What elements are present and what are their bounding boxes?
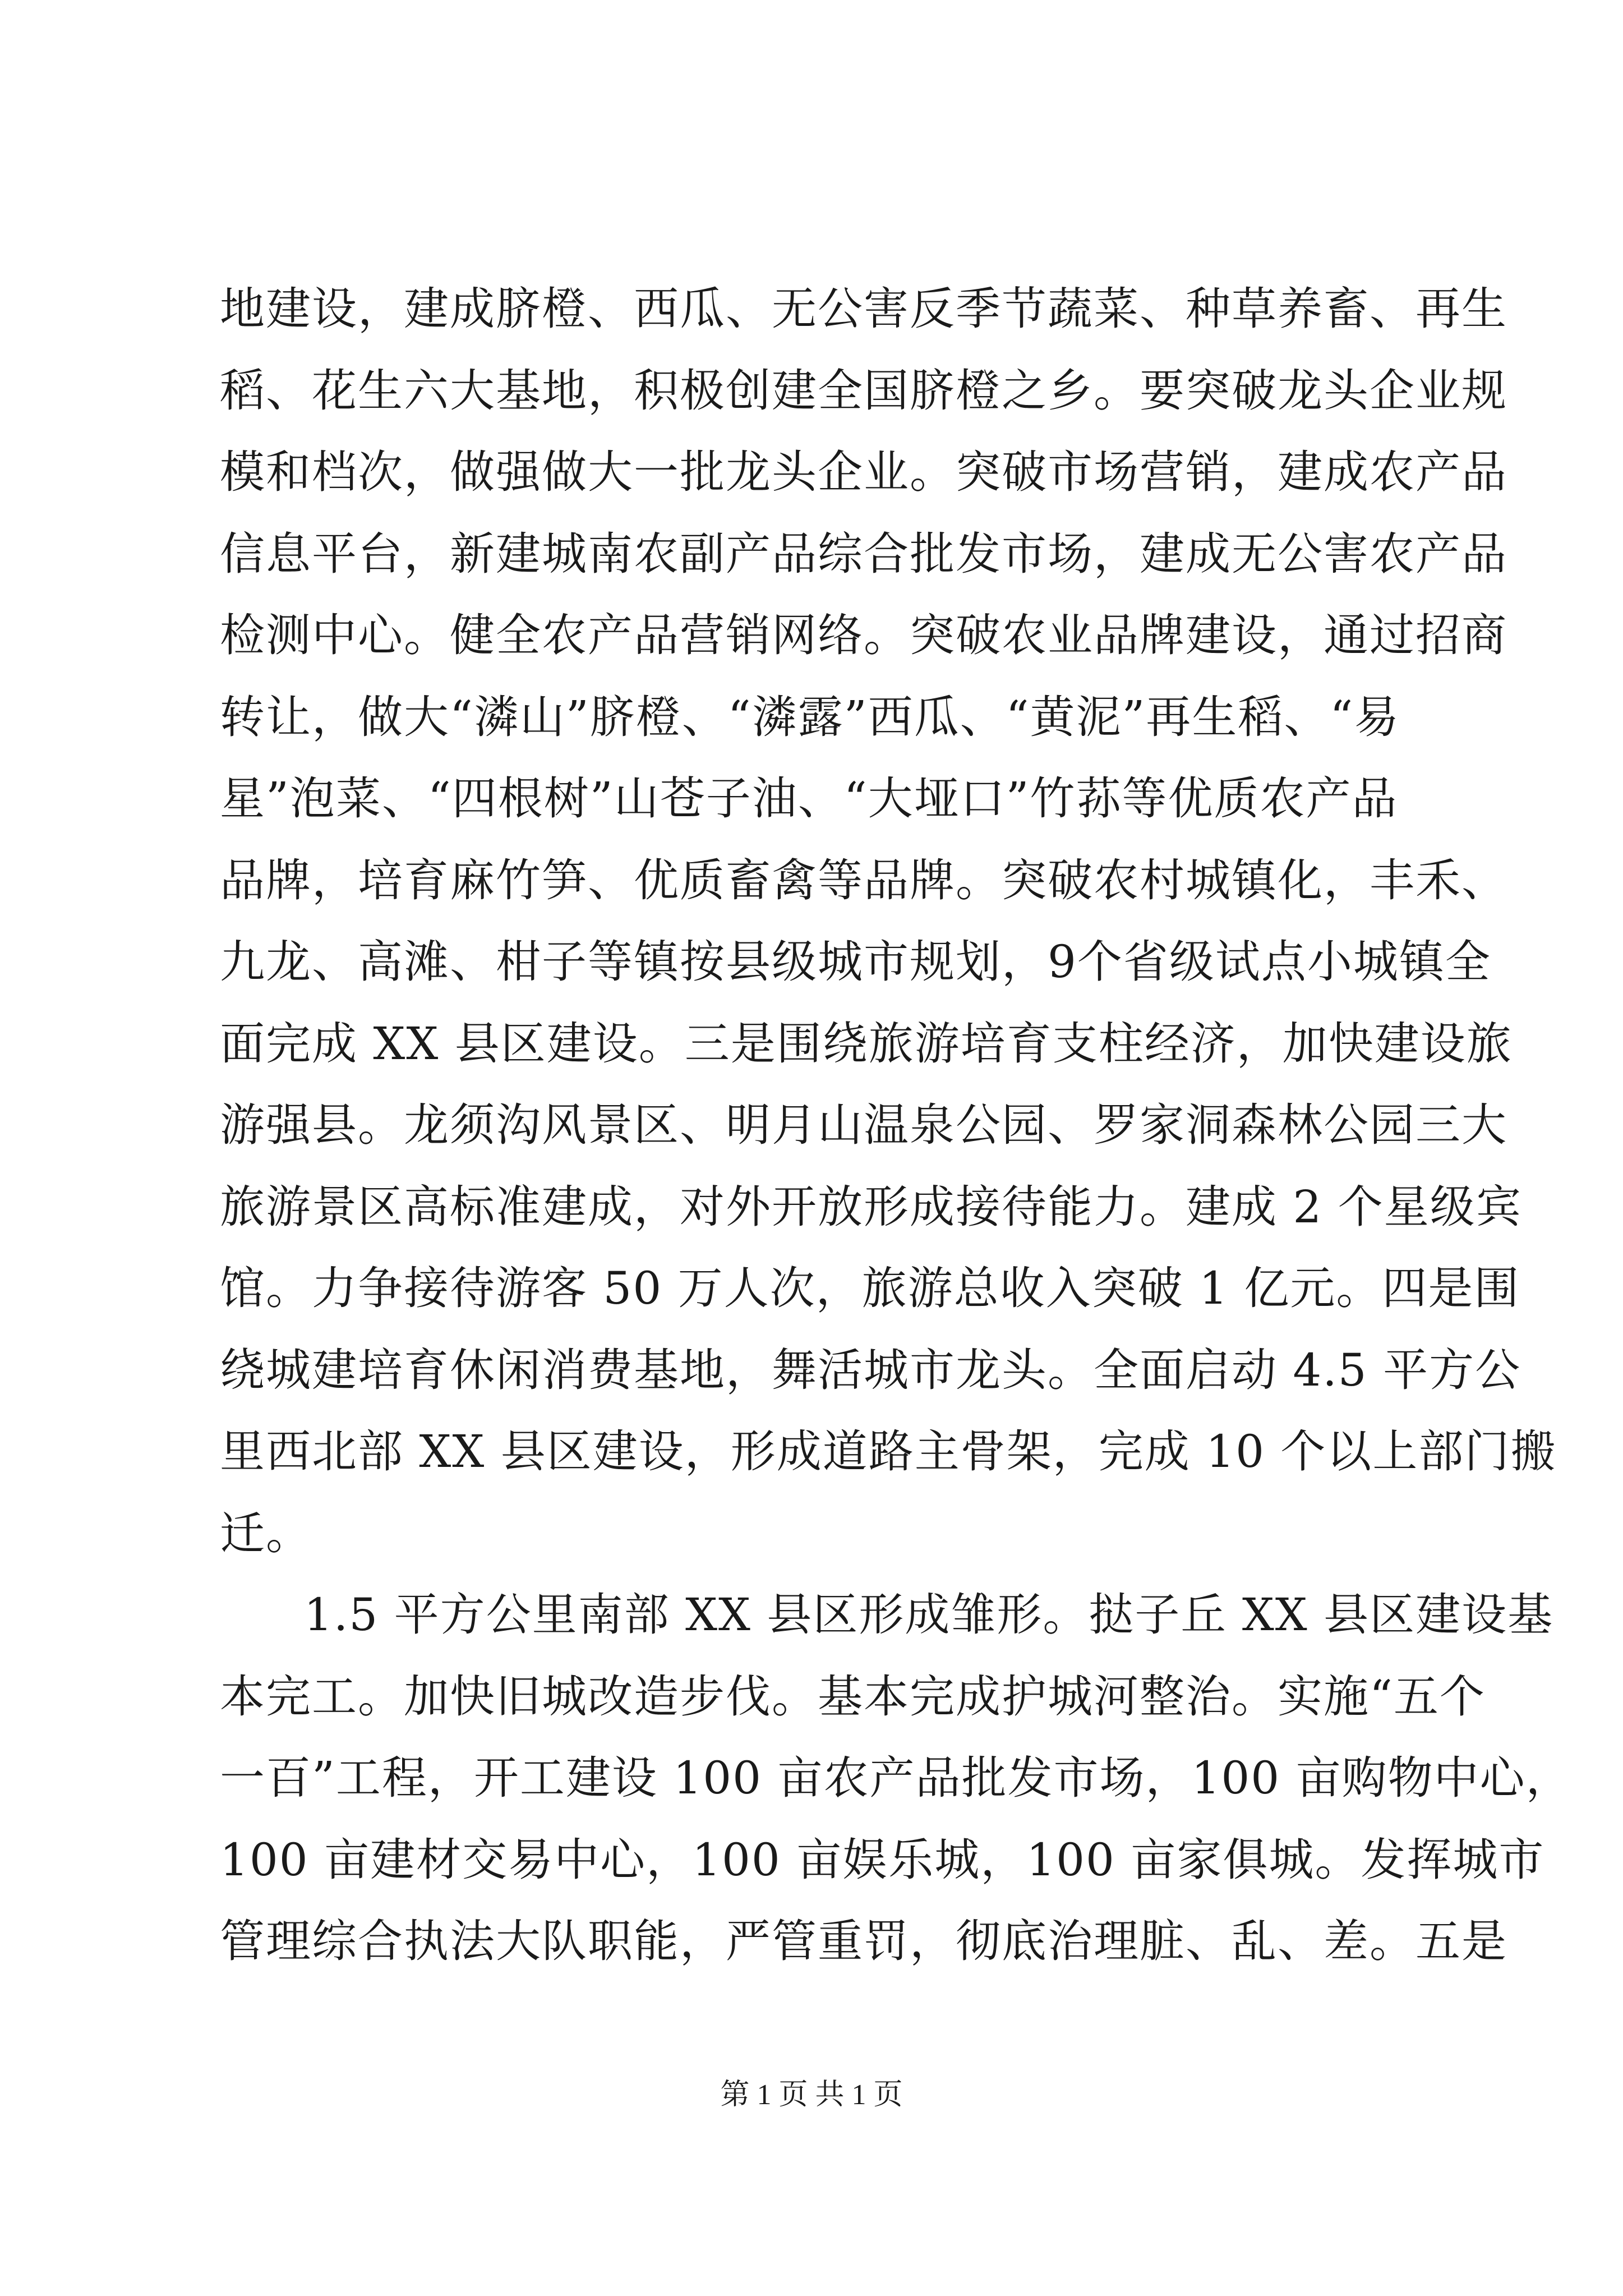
text-line: 100 亩建材交易中心，100 亩娱乐城，100 亩家俱城。发挥城市 bbox=[220, 1833, 1545, 1886]
text-line: 地建设，建成脐橙、西瓜、无公害反季节蔬菜、种草养畜、再生 bbox=[220, 283, 1507, 335]
paragraph-first-line: 1.5 平方公里南部 XX 县区形成雏形。挞子丘 XX 县区建设基 bbox=[304, 1589, 1554, 1641]
text-line: 迁。 bbox=[220, 1507, 312, 1559]
text-line: 绕城建培育休闲消费基地，舞活城市龙头。全面启动 4.5 平方公 bbox=[220, 1343, 1521, 1396]
text-line: 星”泡菜、“四根树”山苍子油、“大垭口”竹荪等优质农产品 bbox=[220, 772, 1398, 825]
text-line: 九龙、高滩、柑子等镇按县级城市规划，9个省级试点小城镇全 bbox=[220, 936, 1491, 988]
text-line: 信息平台，新建城南农副产品综合批发市场，建成无公害农产品 bbox=[220, 527, 1507, 580]
text-line: 里西北部 XX 县区建设，形成道路主骨架，完成 10 个以上部门搬 bbox=[220, 1425, 1557, 1478]
text-line: 游强县。龙须沟风景区、明月山温泉公园、罗家洞森林公园三大 bbox=[220, 1099, 1507, 1151]
text-line: 品牌，培育麻竹笋、优质畜禽等品牌。突破农村城镇化，丰禾、 bbox=[220, 854, 1507, 907]
page-footer: 第 1 页 共 1 页 bbox=[720, 2079, 903, 2111]
text-line: 检测中心。健全农产品营销网络。突破农业品牌建设，通过招商 bbox=[220, 609, 1507, 661]
text-line: 管理综合执法大队职能，严管重罚，彻底治理脏、乱、差。五是 bbox=[220, 1915, 1507, 1967]
text-line: 本完工。加快旧城改造步伐。基本完成护城河整治。实施“五个 bbox=[220, 1670, 1486, 1723]
text-line: 面完成 XX 县区建设。三是围绕旅游培育支柱经济，加快建设旅 bbox=[220, 1017, 1513, 1070]
text-line: 馆。力争接待游客 50 万人次，旅游总收入突破 1 亿元。四是围 bbox=[220, 1262, 1520, 1314]
text-line: 一百”工程，开工建设 100 亩农产品批发市场，100 亩购物中心， bbox=[220, 1752, 1572, 1804]
text-line: 模和档次，做强做大一批龙头企业。突破市场营销，建成农产品 bbox=[220, 446, 1507, 498]
body-text bbox=[220, 268, 1572, 1982]
text-line: 稻、花生六大基地，积极创建全国脐橙之乡。要突破龙头企业规 bbox=[220, 364, 1507, 417]
text-line: 转让，做大“潾山”脐橙、“潾露”西瓜、“黄泥”再生稻、“易 bbox=[220, 691, 1400, 743]
text-line: 旅游景区高标准建成，对外开放形成接待能力。建成 2 个星级宾 bbox=[220, 1180, 1522, 1233]
